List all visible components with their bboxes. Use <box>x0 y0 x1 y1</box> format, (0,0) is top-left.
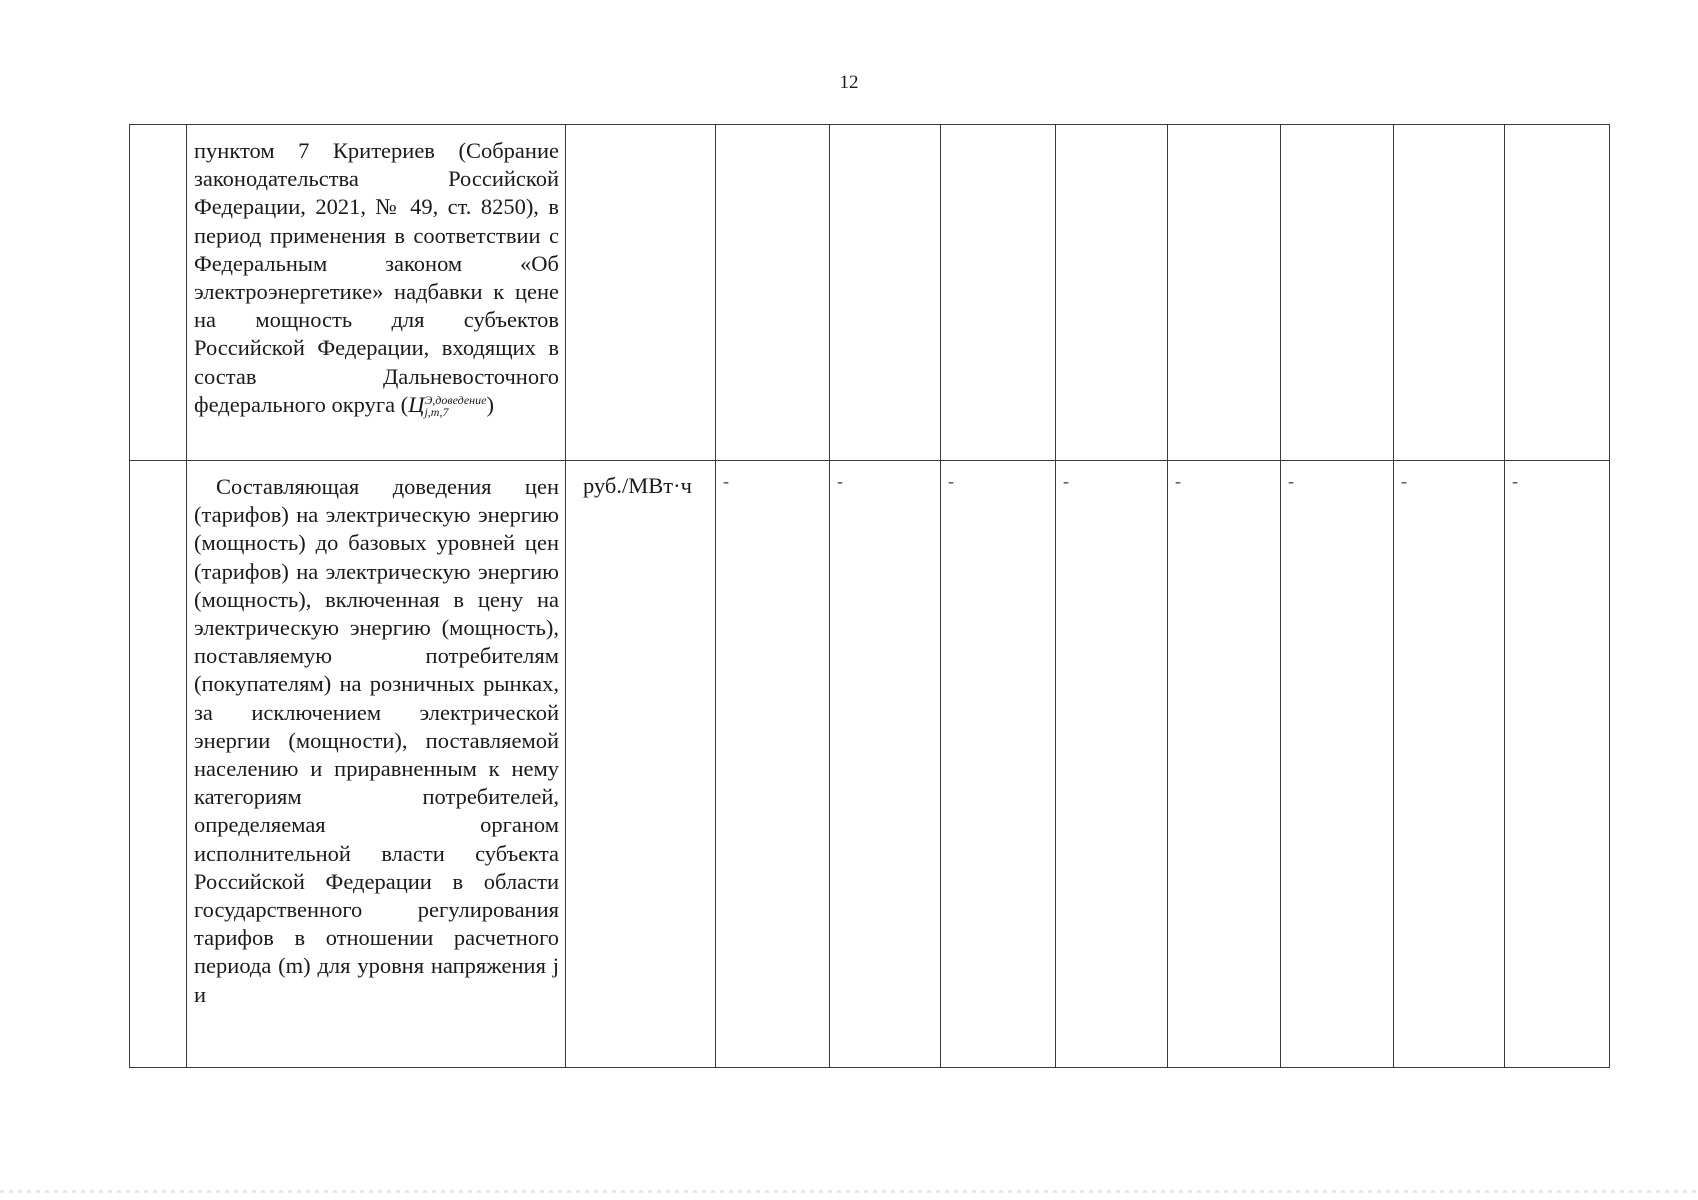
value-cell <box>716 461 830 1068</box>
value-cell <box>830 461 941 1068</box>
unit-cell <box>566 461 716 1068</box>
value-dash: - <box>1288 471 1294 491</box>
page-number: 12 <box>839 72 859 93</box>
value-dash: - <box>1512 471 1518 491</box>
value-cell <box>1168 461 1281 1068</box>
value-cell <box>1168 125 1281 461</box>
value-cell <box>941 461 1056 1068</box>
formula: Ц Э,доведение j,m,7 <box>408 391 487 420</box>
value-cell <box>1394 461 1505 1068</box>
value-cell <box>1056 461 1168 1068</box>
value-cell <box>716 125 830 461</box>
value-dash: - <box>948 471 954 491</box>
row-description: Составляющая доведения цен (тарифов) на электрическую энергию (мощность) до базовых уровней цен (тарифов) на электрическую энергию (мощность), включенная в цену на электрическую энергию (мощность), поставляемую потребителям (покупателям) на розничных рынках, за исключением электрической энергии (мощности), поставляемой населению и приравненным к нему категориям потребителей, определяемая органом исполнительной власти субъекта Российской Федерации в области государственного регулирования тарифов в отношении расчетного периода (m) для уровня напряжения j и <box>194 474 559 1007</box>
scan-artifact <box>0 1190 1698 1193</box>
unit-cell <box>566 125 716 461</box>
value-dash: - <box>723 471 729 491</box>
value-cell <box>1281 461 1394 1068</box>
value-dash: - <box>1401 471 1407 491</box>
value-cell <box>1281 125 1394 461</box>
description-cell <box>187 125 566 461</box>
row-description: пунктом 7 Критериев (Собрание законодательства Российской Федерации, 2021, № 49, ст. 8250), в период применения в соответствии с Федеральным законом «Об электроэнергетике» надбавки к цене на мощность для субъектов Российской Федерации, входящих в состав Дальневосточного федерального округа (Ц Э,доведение j,m,7 ) <box>194 138 559 420</box>
value-cell <box>1394 125 1505 461</box>
row-number-cell <box>130 125 187 461</box>
table-row <box>130 461 1610 1068</box>
value-dash: - <box>1063 471 1069 491</box>
description-cell <box>187 461 566 1068</box>
value-cell <box>1505 125 1610 461</box>
data-table <box>129 124 1610 1068</box>
row-number-cell <box>130 461 187 1068</box>
unit-label: руб./МВт·ч <box>583 473 692 498</box>
value-dash: - <box>1175 471 1181 491</box>
value-cell <box>830 125 941 461</box>
value-cell <box>1056 125 1168 461</box>
value-cell <box>941 125 1056 461</box>
value-dash: - <box>837 471 843 491</box>
value-cell <box>1505 461 1610 1068</box>
table-row <box>130 125 1610 461</box>
